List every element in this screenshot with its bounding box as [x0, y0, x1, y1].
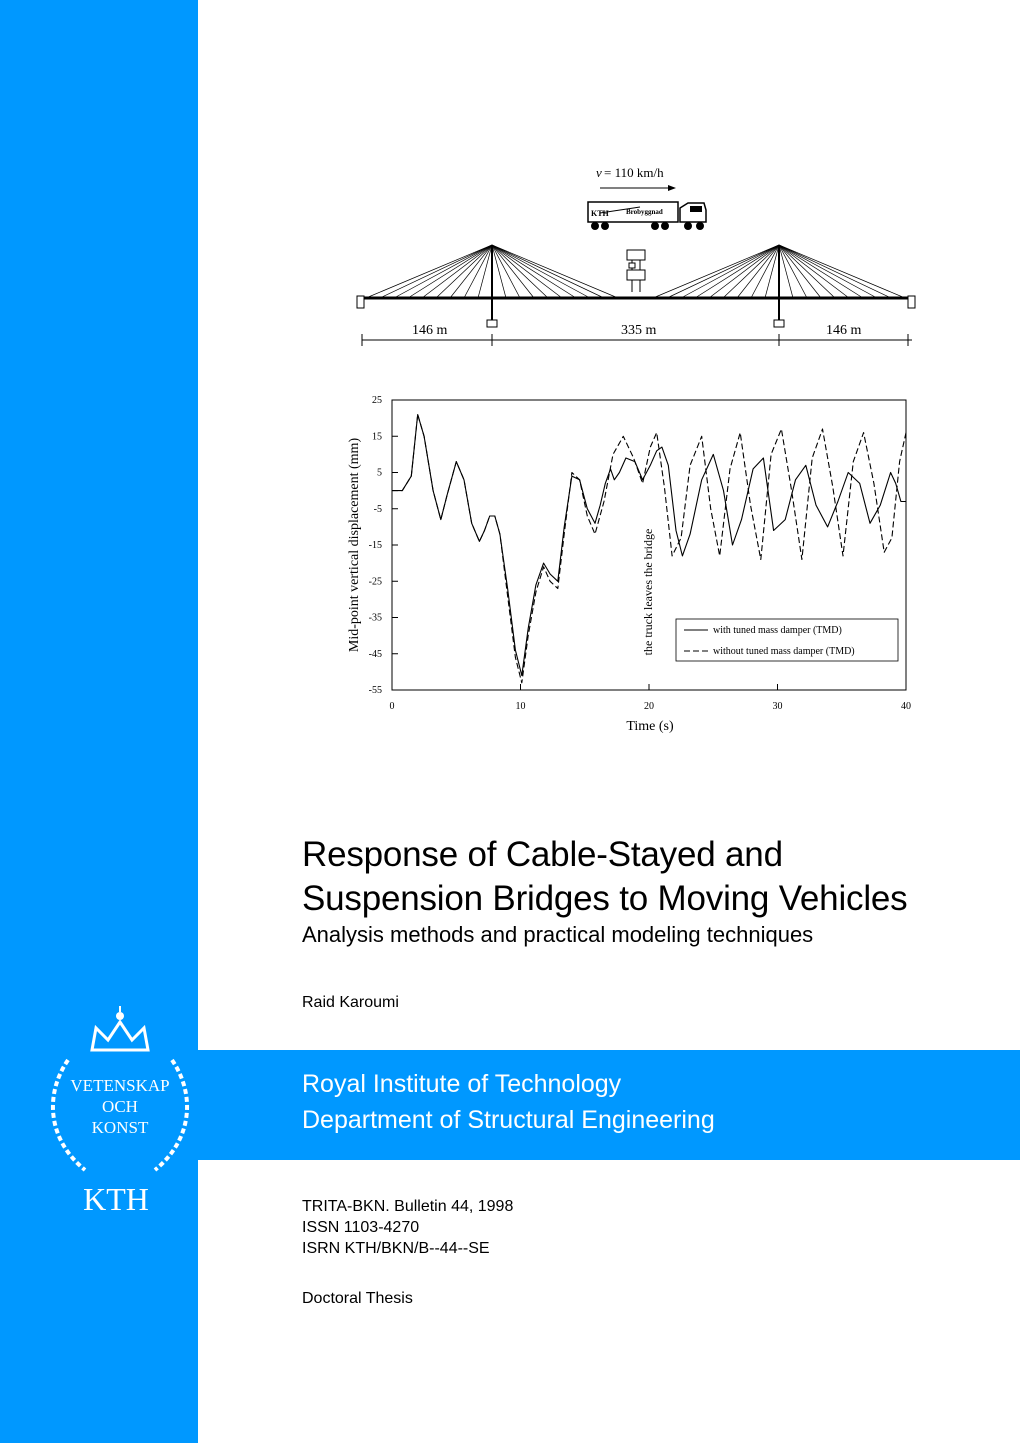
y-axis-label: Mid-point vertical displacement (mm) [347, 437, 362, 653]
span-main-label: 335 m [621, 323, 657, 338]
kth-logo [40, 1000, 200, 1215]
y-tick-label: 15 [372, 431, 382, 443]
x-tick-label: 40 [901, 701, 911, 712]
truck-leaves-annotation: the truck leaves the bridge [641, 528, 655, 656]
y-tick-label: -45 [368, 648, 382, 660]
y-tick-label: -15 [368, 540, 382, 551]
subtitle: Analysis methods and practical modeling techniques [302, 922, 814, 947]
logo-text-och: OCH [102, 1097, 138, 1116]
y-tick-label: -55 [368, 685, 382, 696]
x-tick-label: 30 [772, 701, 783, 712]
x-axis-ticks [390, 684, 912, 712]
span-left-label: 146 m [412, 323, 448, 338]
logo-text-konst: KONST [91, 1118, 149, 1137]
logo-wordmark-kth: KTH [83, 1181, 149, 1215]
x-axis-label: Time (s) [626, 719, 674, 734]
chart-legend [676, 619, 898, 661]
span-right-label: 146 m [826, 323, 862, 338]
x-tick-label: 0 [389, 701, 395, 712]
legend-entry-with-tmd: with tuned mass damper (TMD) [713, 625, 842, 636]
y-axis-ticks [369, 395, 398, 696]
y-tick-label: 25 [372, 395, 382, 406]
bulletin-info [302, 1196, 513, 1259]
logo-text-vetenskap: VETENSKAP [70, 1076, 170, 1095]
issn-line: ISSN 1103-4270 [302, 1219, 420, 1236]
x-tick-label: 10 [515, 701, 526, 712]
x-tick-label: 20 [644, 701, 654, 712]
crown-icon [92, 1006, 148, 1050]
speed-symbol: v [596, 165, 602, 180]
institution-text [302, 1066, 715, 1138]
title-block [302, 833, 907, 949]
isrn-line: ISRN KTH/BKN/B--44--SE [302, 1240, 490, 1257]
truck-label-brobyggnad: Brobyggnad [626, 208, 663, 216]
title-line-2: Suspension Bridges to Moving Vehicles [302, 879, 908, 918]
bulletin-line: TRITA-BKN. Bulletin 44, 1998 [302, 1198, 514, 1215]
thesis-type: Doctoral Thesis [302, 1290, 413, 1307]
institution-name: Royal Institute of Technology [302, 1070, 622, 1098]
author-name: Raid Karoumi [302, 994, 399, 1011]
department-name: Department of Structural Engineering [302, 1106, 715, 1134]
title-line-1: Response of Cable-Stayed and [302, 835, 783, 874]
y-tick-label: -35 [368, 612, 382, 624]
y-tick-label: -25 [368, 576, 382, 588]
truck-label-kth: KTH [591, 209, 609, 218]
y-tick-label: -5 [373, 503, 382, 515]
y-tick-label: 5 [377, 467, 382, 479]
legend-entry-without-tmd: without tuned mass damper (TMD) [713, 646, 855, 657]
speed-value: = 110 km/h [604, 165, 664, 180]
